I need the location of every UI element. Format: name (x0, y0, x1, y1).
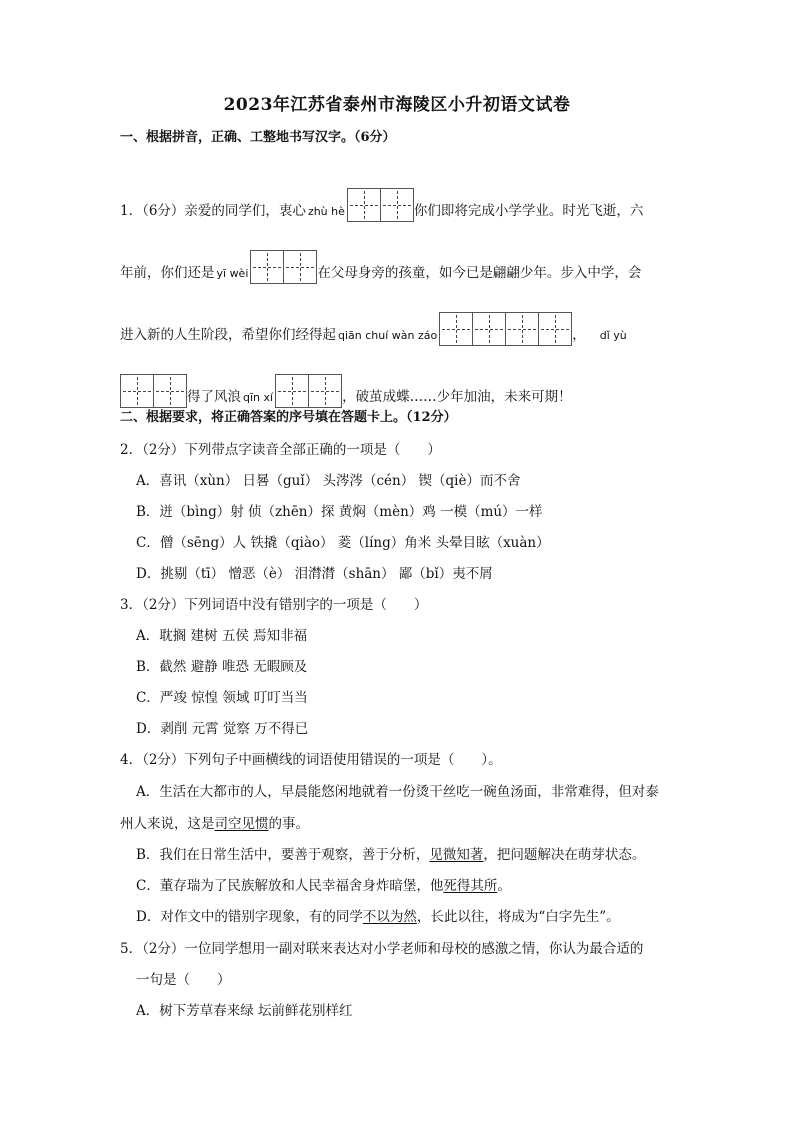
answer-grid-2[interactable] (250, 250, 317, 284)
q2-option-b: B．迸（bìng）射 侦（zhēn）探 黄焖（mèn）鸡 一模（mú）一样 (136, 504, 543, 520)
q3-stem: 3．（2分）下列词语中没有错别字的一项是（ ） (120, 597, 428, 613)
underlined-phrase: 司空见惯 (214, 816, 269, 832)
q4-text: 州人来说，这是 (120, 816, 215, 832)
q1-line-4 (120, 374, 572, 408)
section-2-heading: 二、根据要求，将正确答案的序号填在答题卡上。（12分） (120, 410, 457, 425)
underlined-phrase: 见微知著 (429, 847, 484, 863)
answer-grid-5[interactable] (275, 374, 342, 408)
underlined-phrase: 死得其所 (443, 878, 498, 894)
answer-grid-3[interactable] (439, 312, 572, 346)
char-box[interactable] (250, 250, 284, 284)
q1-line-1 (120, 188, 643, 222)
char-box[interactable] (538, 312, 572, 346)
pinyin-qianchuiwanzao: qiān chuí wàn záo (338, 329, 438, 342)
answer-grid-1[interactable] (347, 188, 414, 222)
q4-option-d (136, 907, 620, 927)
char-box[interactable] (275, 374, 309, 408)
char-box[interactable] (505, 312, 539, 346)
answer-grid-4[interactable] (120, 374, 187, 408)
q4-option-a-line1: A．生活在大都市的人，早晨能悠闲地就着一份烫干丝吃一碗鱼汤面，非常难得，但对泰 (136, 784, 659, 800)
q1-text: 你们即将完成小学学业。时光飞逝，六 (413, 203, 644, 219)
char-box[interactable] (380, 188, 414, 222)
q5-stem-line2: 一句是（ ） (136, 972, 231, 988)
char-box[interactable] (120, 374, 154, 408)
exam-title: 2023年江苏省泰州市海陵区小升初语文试卷 (223, 95, 571, 115)
pinyin-qinxi: qīn xí (243, 391, 274, 404)
q2-option-a: A．喜讯（xùn） 日晷（guǐ） 头涔涔（cén） 锲（qiè）而不舍 (136, 473, 521, 489)
q1-line-3: 进入新的人生阶段，希望你们经得起 qiān chuí wàn záo ， dǐ yù (120, 312, 629, 346)
char-box[interactable] (439, 312, 473, 346)
q2-option-c: C．僧（sēng）人 铁撬（qiào） 菱（líng）角米 头晕目眩（xuàn） (136, 535, 550, 551)
q4-stem: 4．（2分）下列句子中画横线的词语使用错误的一项是（ ）。 (120, 752, 502, 768)
q3-option-d: D．剥削 元霄 觉察 万不得已 (136, 721, 309, 737)
q1-text: 得了风浪 (187, 389, 241, 405)
section-1-heading: 一、根据拼音，正确、工整地书写汉字。（6分） (120, 130, 396, 145)
q4-option-b (136, 845, 645, 865)
q1-text: 在父母身旁的孩童，如今已是翩翩少年。步入中学，会 (317, 265, 642, 281)
q3-option-a: A．耽搁 建树 五侯 焉知非福 (136, 628, 308, 644)
q4-text: ，长此以往，将成为“白字先生”。 (416, 909, 620, 925)
pinyin-yiwei: yī wèi (216, 267, 249, 280)
pinyin-zhuhe: zhù hè (307, 205, 345, 218)
q5-option-a: A．树下芳草春来绿 坛前鲜花别样红 (136, 1003, 353, 1019)
char-box[interactable] (283, 250, 317, 284)
q4-text: B．我们在日常生活中，要善于观察，善于分析， (136, 847, 430, 863)
q3-option-b: B．截然 避静 唯恐 无暇顾及 (136, 659, 308, 675)
underlined-phrase: 不以为然 (362, 909, 417, 925)
q5-stem-line1: 5．（2分）一位同学想用一副对联来表达对小学老师和母校的感激之情，你认为最合适的 (120, 941, 644, 957)
q4-text: C．董存瑞为了民族解放和人民幸福舍身炸暗堡，他 (136, 878, 444, 894)
q1-text: ，破茧成蝶……少年加油，未来可期！ (342, 389, 572, 405)
char-box[interactable] (308, 374, 342, 408)
char-box[interactable] (153, 374, 187, 408)
char-box[interactable] (347, 188, 381, 222)
q2-option-d: D．挑剔（tī） 憎恶（è） 泪潸潸（shān） 鄙（bǐ）夷不屑 (136, 566, 493, 582)
q4-text: 。 (497, 878, 511, 894)
q4-text: ，把问题解决在萌芽状态。 (483, 847, 646, 863)
q2-stem: 2．（2分）下列带点字读音全部正确的一项是（ ） (120, 442, 441, 458)
q1-text: 1．（6分）亲爱的同学们，衷心 (120, 203, 306, 219)
q1-line-2 (120, 250, 641, 284)
q1-text: 年前，你们还是 (120, 265, 215, 281)
q3-option-c: C．严竣 惊惶 领域 叮叮当当 (136, 690, 308, 706)
q4-option-c (136, 876, 511, 896)
q4-option-a-line2 (120, 814, 309, 834)
q4-text: 的事。 (268, 816, 309, 832)
pinyin-diyu: dǐ yù (599, 329, 627, 342)
char-box[interactable] (472, 312, 506, 346)
q1-text: 进入新的人生阶段，希望你们经得起 (120, 327, 336, 343)
q4-text: D．对作文中的错别字现象，有的同学 (136, 909, 363, 925)
